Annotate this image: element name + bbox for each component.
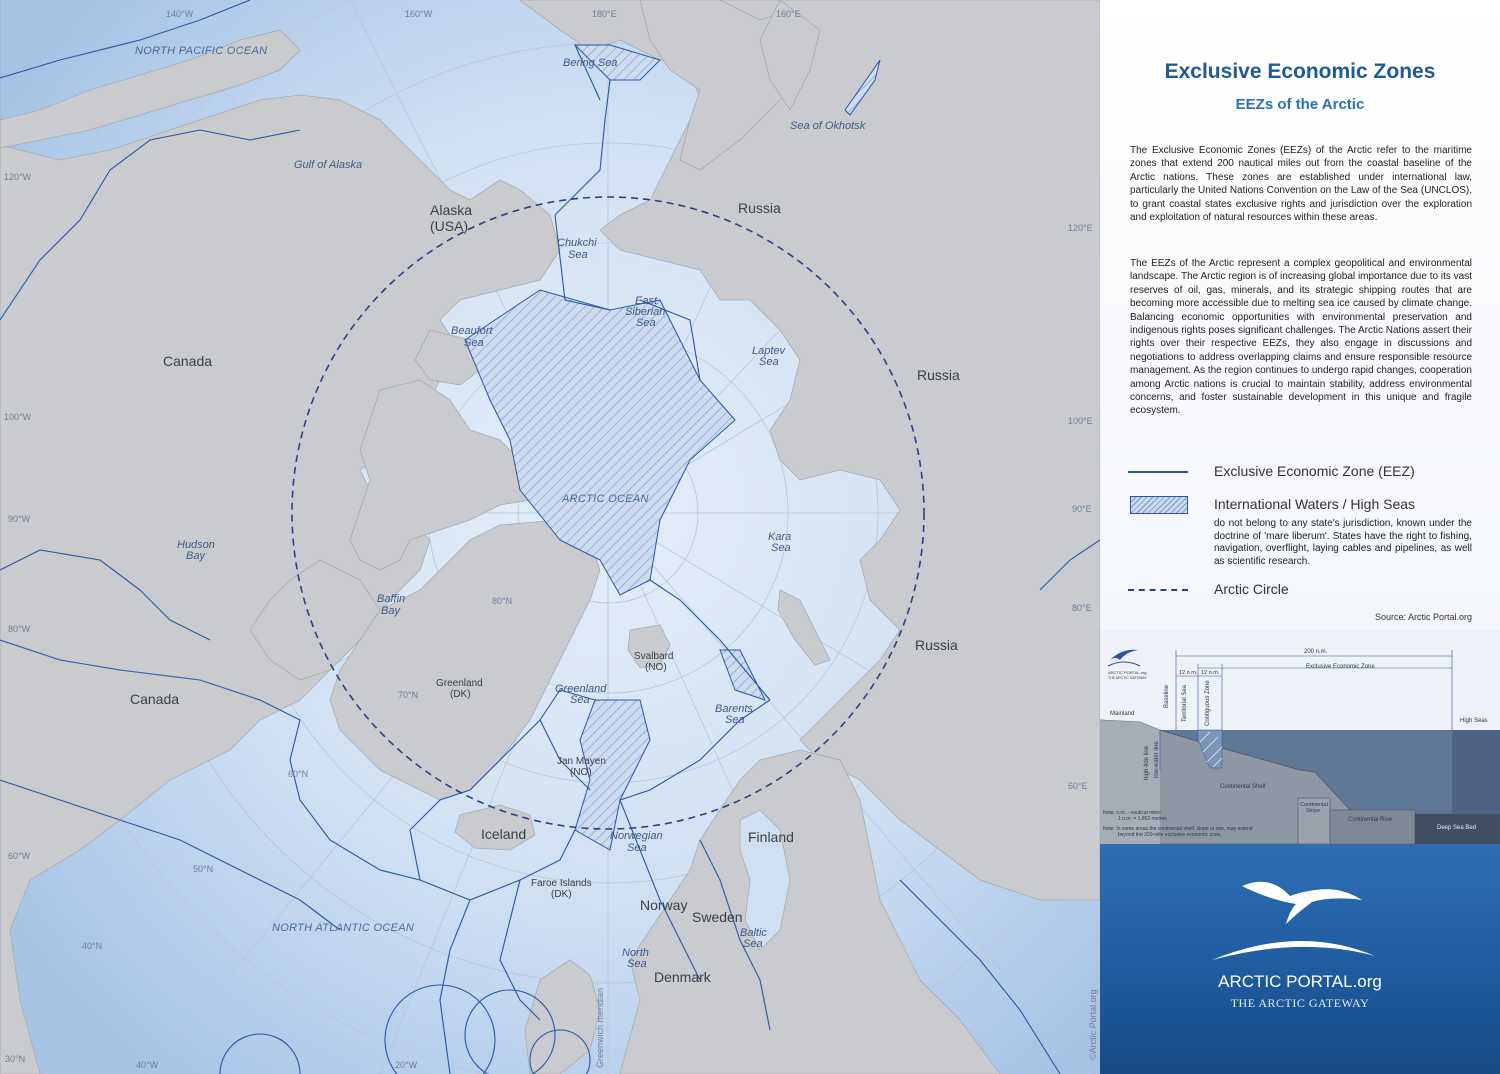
- brand-name: ARCTIC PORTAL.org: [1218, 972, 1382, 991]
- grat-140w: 140°W: [166, 9, 194, 19]
- label-baltic-2: Sea: [743, 938, 763, 950]
- label-north-pacific: NORTH PACIFIC OCEAN: [135, 45, 268, 57]
- label-svalbard: Svalbard: [634, 651, 674, 662]
- diagram-mainland: Mainland: [1110, 711, 1135, 717]
- diagram-low-water: low-water line: [1154, 741, 1160, 778]
- arctic-tern-logo-icon: [1100, 844, 1500, 964]
- label-east-siberian-1: East: [635, 295, 658, 307]
- diagram-shelf: Continental Shelf: [1220, 784, 1266, 790]
- brand-footer: [1100, 844, 1500, 1074]
- diagram-high-seas: High Seas: [1460, 718, 1488, 724]
- label-east-siberian-3: Sea: [636, 317, 656, 329]
- grat-30n: 30°N: [5, 1054, 26, 1064]
- grat-90e: 90°E: [1072, 504, 1092, 514]
- label-alaska: Alaska: [430, 202, 473, 218]
- diagram-deep: Deep Sea Bed: [1437, 825, 1477, 831]
- grat-40w: 40°W: [136, 1060, 159, 1070]
- info-panel: [1100, 0, 1500, 1074]
- label-greenland-dk: (DK): [450, 689, 471, 700]
- grat-50n: 50°N: [193, 864, 214, 874]
- diagram-territorial: Territorial Sea: [1182, 684, 1188, 722]
- grat-180: 180°E: [592, 9, 617, 19]
- label-barents-2: Sea: [725, 714, 745, 726]
- panel-title: Exclusive Economic Zones: [1164, 60, 1436, 83]
- diagram-note-1: Note: n.m. - nautical miles: [1103, 810, 1161, 816]
- label-norwegian-1: Norwegian: [610, 830, 663, 842]
- legend-eez-label: Exclusive Economic Zone (EEZ): [1214, 463, 1415, 479]
- panel-paragraph-1: The Exclusive Economic Zones (EEZs) of the Arctic refer to the maritime zones that extend 200 nautical miles out from the coastal baseline of the Arctic nations. These zones are established under international law, particularly the United Nations Convention on the Law of the Sea (UNCLOS), to grant coastal states exclusive rights and jurisdiction over the exploration and exploitation of natural resources within these areas.: [1130, 145, 1472, 224]
- grat-greenwich: Greenwich meridian: [595, 987, 605, 1068]
- label-jan-mayen-no: (NO): [570, 767, 592, 778]
- legend-high-seas-desc: do not belong to any state's jurisdiction, known under the doctrine of 'mare liberum'. States have the right to fishing, navigation, overflight, laying cables and pipelines, as well as scientific research.: [1214, 518, 1472, 567]
- label-sweden: Sweden: [692, 909, 743, 925]
- label-greenland-sea-1: Greenland: [555, 683, 607, 695]
- label-arctic-ocean: ARCTIC OCEAN: [562, 493, 649, 505]
- grat-90w: 90°W: [8, 514, 31, 524]
- label-baltic-1: Baltic: [740, 927, 767, 939]
- source-note: Source: Arctic Portal.org: [1374, 612, 1472, 622]
- diagram-rise: Continental Rise: [1348, 817, 1393, 823]
- legend-arctic-circle-label: Arctic Circle: [1214, 581, 1289, 597]
- diagram-eez-label: Exclusive Economic Zone: [1306, 664, 1375, 670]
- grat-80w: 80°W: [8, 624, 31, 634]
- label-north-atlantic: NORTH ATLANTIC OCEAN: [272, 922, 415, 934]
- diagram-note-2b: beyond the 200-mile exclusive economic zone.: [1118, 832, 1222, 838]
- label-hudson-2: Bay: [186, 550, 205, 562]
- label-finland: Finland: [748, 829, 794, 845]
- label-laptev-2: Sea: [759, 356, 779, 368]
- grat-70n: 70°N: [398, 690, 419, 700]
- label-iceland: Iceland: [481, 826, 527, 842]
- brand-tagline: THE ARCTIC GATEWAY: [1230, 996, 1370, 1010]
- label-chukchi-1: Chukchi: [557, 237, 597, 249]
- panel-paragraph-2: The EEZs of the Arctic represent a complex geopolitical and environmental landscape. The Arctic region is of increasing global importance due to its vast reserves of oil, gas, minerals, and its strategic shipping routes that are becoming more accessible due to melting sea ice caused by climate change. Balancing economic opportunities with environmental preservation and indigenous rights poses significant challenges. The Arctic Nations assert their rights over their respective EEZs, they also engage in discussions and negotiations to address overlapping claims and ensure responsible resource management. As the region continues to undergo rapid changes, cooperation among Arctic nations is crucial to maintain stability, address environmental concerns, and foster sustainable development in this unique and fragile ecosystem.: [1130, 258, 1472, 417]
- label-chukchi-2: Sea: [568, 249, 588, 261]
- label-greenland-sea-2: Sea: [570, 694, 590, 706]
- label-bering-sea: Bering Sea: [563, 57, 618, 69]
- legend-high-seas-label: International Waters / High Seas: [1214, 496, 1416, 512]
- grat-80n: 80°N: [492, 596, 513, 606]
- label-gulf-alaska: Gulf of Alaska: [294, 159, 363, 171]
- label-denmark: Denmark: [654, 969, 711, 985]
- label-norway: Norway: [640, 897, 688, 913]
- label-baffin-2: Bay: [381, 605, 400, 617]
- grat-120e: 120°E: [1068, 223, 1093, 233]
- label-north-sea-2: Sea: [627, 958, 647, 970]
- map-copyright: ©Arctic Portal.org: [1088, 989, 1098, 1060]
- grat-100w: 100°W: [4, 412, 32, 422]
- diagram-slope-2: Slope: [1306, 808, 1321, 814]
- label-laptev-1: Laptev: [752, 345, 786, 357]
- panel-subtitle: EEZs of the Arctic: [1235, 96, 1365, 113]
- grat-60w: 60°W: [8, 851, 31, 861]
- legend-eez-swatch: [1128, 471, 1188, 473]
- label-alaska-usa: (USA): [430, 218, 469, 234]
- label-norwegian-2: Sea: [627, 842, 647, 854]
- grat-100e: 100°E: [1068, 416, 1093, 426]
- legend-eez: [1128, 463, 1474, 483]
- label-hudson-1: Hudson: [177, 539, 215, 551]
- diagram-12nm-b: 12 n.m.: [1201, 670, 1220, 676]
- grat-20w: 20°W: [395, 1060, 418, 1070]
- diagram-slope-1: Continental: [1300, 802, 1328, 808]
- label-russia-mid: Russia: [917, 367, 960, 383]
- label-russia-low: Russia: [915, 637, 958, 653]
- label-russia-top: Russia: [738, 200, 781, 216]
- label-greenland: Greenland: [436, 678, 483, 689]
- grat-120w: 120°W: [4, 172, 32, 182]
- diagram-logo-text-2: THE ARCTIC GATEWAY: [1108, 676, 1147, 680]
- maritime-zones-diagram: [1100, 630, 1500, 844]
- label-beaufort-2: Sea: [464, 337, 484, 349]
- legend-high-seas: [1128, 496, 1474, 570]
- grat-40n: 40°N: [82, 941, 103, 951]
- label-faroe: Faroe Islands: [531, 878, 592, 889]
- label-beaufort-1: Beaufort: [451, 325, 493, 337]
- grat-160e: 160°E: [776, 9, 801, 19]
- diagram-logo-text-1: ARCTIC PORTAL.org: [1108, 670, 1147, 675]
- legend-high-seas-swatch: [1130, 496, 1188, 514]
- label-faroe-dk: (DK): [551, 889, 572, 900]
- diagram-note-2: Note: In some areas the continental shelf, slope or rise, may extend: [1103, 826, 1253, 832]
- diagram-baseline: Baseline: [1164, 684, 1170, 708]
- label-jan-mayen: Jan Mayen: [557, 756, 606, 767]
- grat-80e: 80°E: [1072, 603, 1092, 613]
- label-canada-low: Canada: [130, 691, 180, 707]
- grat-60n: 60°N: [288, 769, 309, 779]
- label-north-sea-1: North: [622, 947, 649, 959]
- diagram-note-1b: 1 n.m. = 1,852 metres: [1118, 816, 1167, 822]
- label-kara-2: Sea: [771, 542, 791, 554]
- diagram-high-tide: high-tide line: [1144, 745, 1150, 780]
- grat-160w: 160°W: [405, 9, 433, 19]
- diagram-200nm: 200 n.m.: [1304, 649, 1328, 655]
- label-svalbard-no: (NO): [645, 662, 667, 673]
- label-barents-1: Barents: [715, 703, 753, 715]
- label-baffin-1: Baffin: [377, 593, 406, 605]
- legend-arctic-circle-swatch: [1128, 589, 1188, 591]
- label-kara-1: Kara: [768, 531, 792, 543]
- label-okhotsk: Sea of Okhotsk: [790, 120, 866, 132]
- grat-60e: 60°E: [1068, 781, 1088, 791]
- label-canada-top: Canada: [163, 353, 213, 369]
- diagram-contiguous: Contiguous Zone: [1205, 680, 1211, 726]
- diagram-12nm-a: 12 n.m.: [1179, 670, 1198, 676]
- legend-arctic-circle: [1128, 581, 1474, 601]
- label-east-siberian-2: Siberian: [625, 306, 666, 318]
